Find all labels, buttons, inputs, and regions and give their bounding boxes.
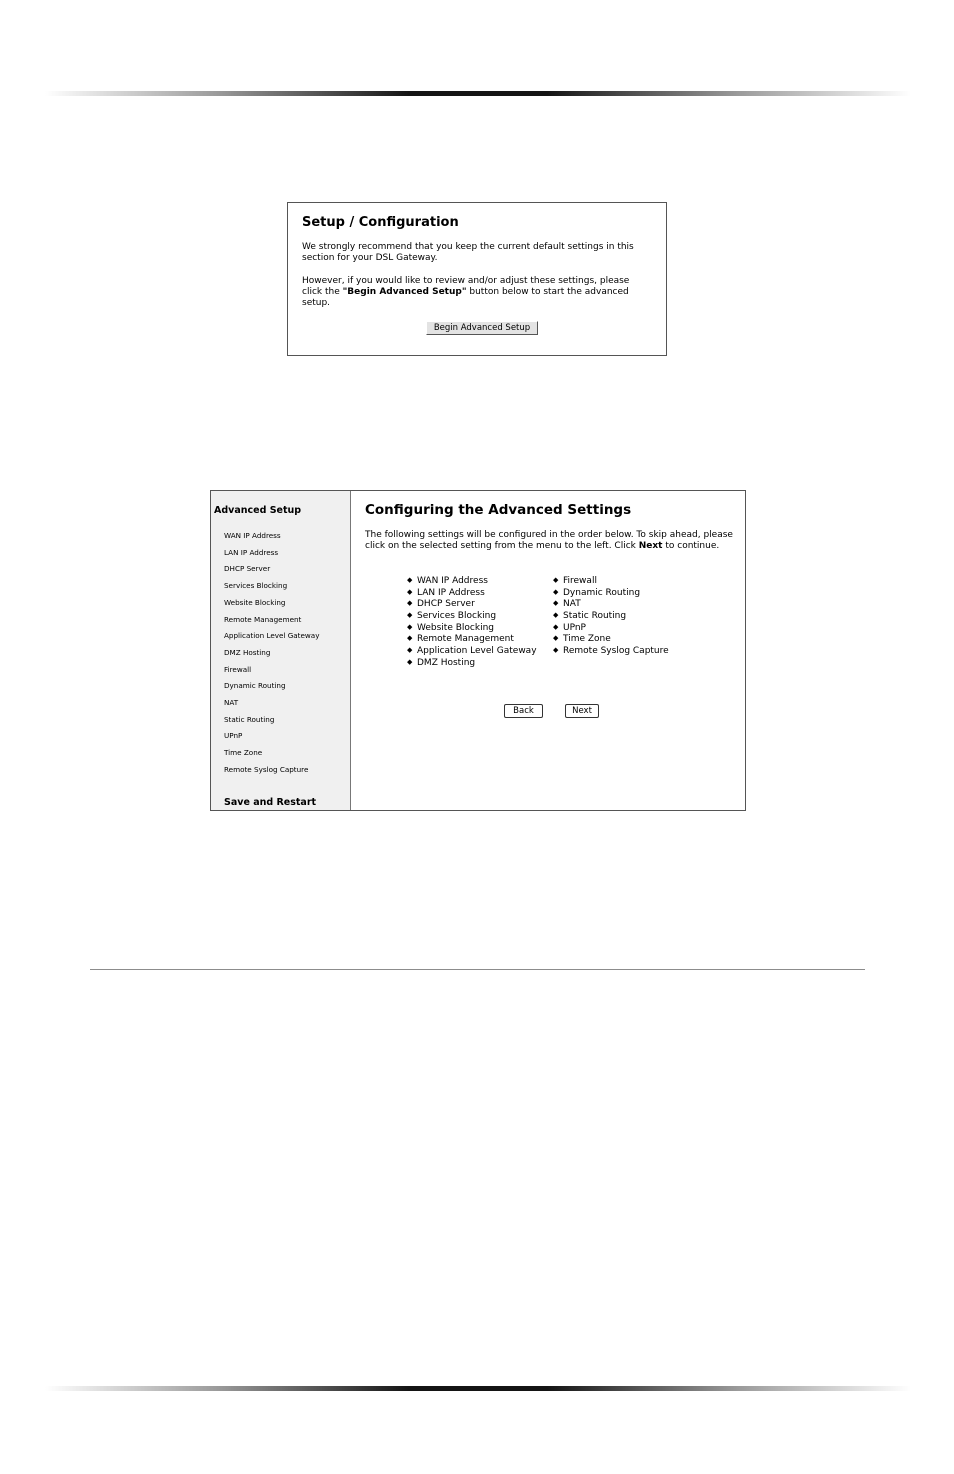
bullet-icon: ◆ bbox=[407, 657, 413, 666]
list-item bbox=[407, 633, 537, 645]
sidebar-item-dhcp-server[interactable]: DHCP Server bbox=[224, 564, 271, 574]
intro-text-end: to continue. bbox=[662, 541, 720, 552]
setup-configuration-panel bbox=[287, 202, 667, 356]
list-item bbox=[553, 622, 669, 634]
list-item bbox=[407, 610, 537, 622]
bullet-icon: ◆ bbox=[407, 622, 413, 631]
advanced-setup-sidebar bbox=[211, 491, 351, 810]
list-item-label: Remote Syslog Capture bbox=[563, 646, 669, 657]
bullet-icon: ◆ bbox=[553, 622, 559, 631]
sidebar-item-firewall[interactable]: Firewall bbox=[224, 664, 252, 674]
bullet-icon: ◆ bbox=[407, 646, 413, 655]
settings-list-right bbox=[553, 575, 669, 657]
bullet-icon: ◆ bbox=[553, 576, 559, 584]
list-item bbox=[553, 645, 669, 657]
list-item bbox=[407, 657, 537, 669]
list-item bbox=[407, 622, 537, 634]
list-item-label: Website Blocking bbox=[417, 622, 494, 633]
sidebar-item-dmz-hosting[interactable]: DMZ Hosting bbox=[224, 647, 271, 657]
footer-rule bbox=[45, 1386, 911, 1391]
bullet-icon: ◆ bbox=[407, 599, 413, 608]
bullet-icon: ◆ bbox=[553, 646, 559, 655]
next-button[interactable]: Next bbox=[565, 704, 599, 718]
bullet-icon: ◆ bbox=[553, 611, 559, 620]
setup-instruction-end: button below to start the advanced setup. bbox=[302, 287, 629, 308]
setup-instruction-button-name: "Begin Advanced Setup" bbox=[342, 287, 467, 297]
sidebar-item-save-and-restart[interactable]: Save and Restart bbox=[224, 797, 317, 808]
setup-instruction-start: However, if you would like to review and/or adjust these settings, please click the bbox=[302, 276, 630, 297]
list-item bbox=[407, 598, 537, 610]
sidebar-item-dynamic-routing[interactable]: Dynamic Routing bbox=[224, 681, 286, 691]
setup-instruction-text bbox=[302, 276, 652, 309]
list-item-label: UPnP bbox=[563, 622, 586, 633]
sidebar-title: Advanced Setup bbox=[214, 505, 302, 516]
bullet-icon: ◆ bbox=[553, 634, 559, 643]
sidebar-item-upnp[interactable]: UPnP bbox=[224, 731, 243, 741]
sidebar-item-remote-syslog-capture[interactable]: Remote Syslog Capture bbox=[224, 764, 309, 774]
back-button[interactable]: Back bbox=[504, 704, 543, 718]
list-item bbox=[553, 633, 669, 645]
intro-text-start: The following settings will be configured in the order below. To skip ahead, please click on the selected setting from the menu to the left. Click bbox=[365, 530, 733, 552]
header-rule bbox=[45, 91, 911, 96]
bullet-icon: ◆ bbox=[407, 611, 413, 620]
settings-list-left bbox=[407, 575, 537, 669]
sidebar-item-services-blocking[interactable]: Services Blocking bbox=[224, 581, 288, 591]
sidebar-item-application-level-gateway[interactable]: Application Level Gateway bbox=[224, 631, 320, 641]
bullet-icon: ◆ bbox=[553, 599, 559, 608]
sidebar-item-remote-management[interactable]: Remote Management bbox=[224, 614, 302, 624]
list-item-label: WAN IP Address bbox=[417, 576, 488, 586]
intro-text-next: Next bbox=[638, 541, 663, 552]
list-item bbox=[553, 598, 669, 610]
page-title: Configuring the Advanced Settings bbox=[365, 502, 632, 518]
list-item-label: Firewall bbox=[563, 576, 597, 586]
list-item-label: LAN IP Address bbox=[417, 587, 485, 598]
bullet-icon: ◆ bbox=[407, 587, 413, 596]
list-item-label: Remote Management bbox=[417, 634, 514, 645]
list-item bbox=[553, 575, 669, 587]
list-item-label: Services Blocking bbox=[417, 611, 497, 622]
setup-title: Setup / Configuration bbox=[302, 215, 459, 230]
list-item bbox=[407, 587, 537, 599]
bullet-icon: ◆ bbox=[553, 587, 559, 596]
list-item-label: DHCP Server bbox=[417, 599, 475, 610]
list-item-label: Dynamic Routing bbox=[563, 587, 641, 598]
list-item bbox=[553, 587, 669, 599]
list-item-label: DMZ Hosting bbox=[417, 657, 476, 668]
sidebar-item-static-routing[interactable]: Static Routing bbox=[224, 714, 275, 724]
list-item-label: Application Level Gateway bbox=[417, 646, 537, 657]
sidebar-item-website-blocking[interactable]: Website Blocking bbox=[224, 597, 286, 607]
list-item-label: Time Zone bbox=[563, 634, 611, 645]
advanced-settings-panel bbox=[210, 490, 746, 811]
intro-text bbox=[365, 530, 739, 553]
sidebar-item-nat[interactable]: NAT bbox=[224, 698, 239, 707]
bullet-icon: ◆ bbox=[407, 576, 413, 584]
list-item bbox=[407, 645, 537, 657]
bullet-icon: ◆ bbox=[407, 634, 413, 643]
list-item-label: Static Routing bbox=[563, 611, 627, 622]
sidebar-item-wan-ip-address[interactable]: WAN IP Address bbox=[224, 531, 281, 540]
sidebar-item-time-zone[interactable]: Time Zone bbox=[224, 748, 263, 758]
list-item bbox=[407, 575, 537, 587]
begin-advanced-setup-button[interactable]: Begin Advanced Setup bbox=[426, 321, 538, 335]
section-divider bbox=[90, 969, 865, 970]
sidebar-item-lan-ip-address[interactable]: LAN IP Address bbox=[224, 547, 279, 557]
list-item bbox=[553, 610, 669, 622]
setup-recommendation-text: We strongly recommend that you keep the current default settings in this section for your DSL Gateway. bbox=[302, 242, 634, 263]
list-item-label: NAT bbox=[563, 599, 581, 610]
